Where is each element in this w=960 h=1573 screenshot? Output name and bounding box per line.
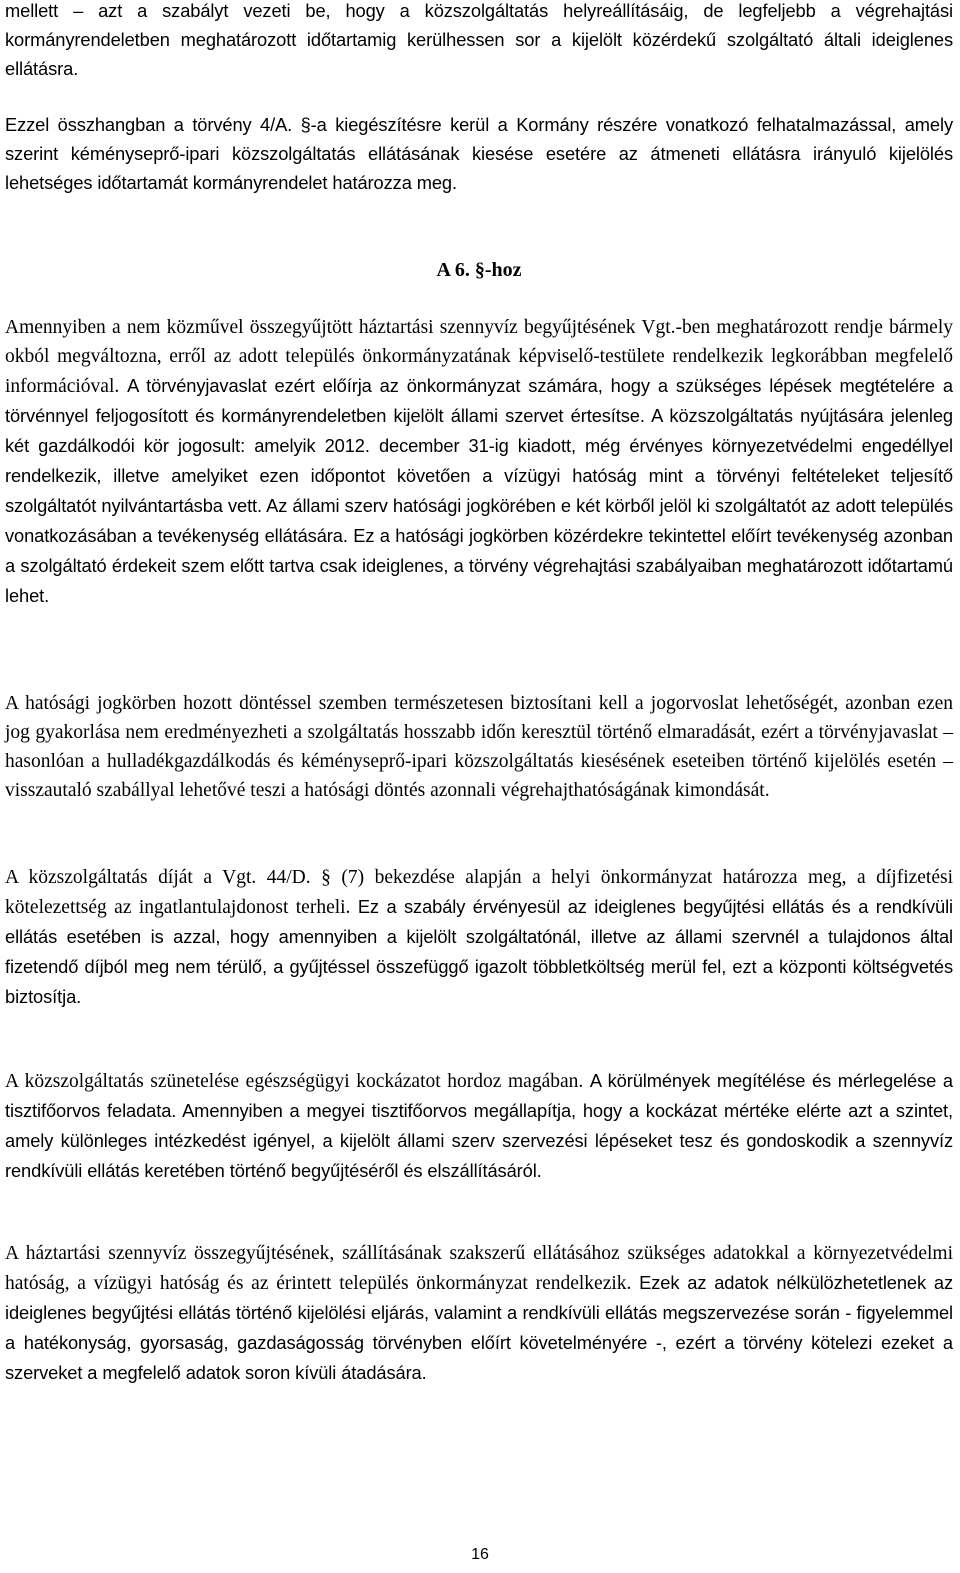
- sentence: Amennyiben a megyei tisztifőorvos megállapítja, hogy a kockázat mértéke elérte azt a szintet, amely különleges intézkedést igényel, a kijelölt állami szerv szervezési lépéseket tesz és gondoskodik a szennyvíz rendkívüli ellátás keretében történő begyűjtéséről és elszállításáról.: [5, 1100, 953, 1181]
- sentence: Ez a szabály érvényesül az ideiglenes begyűjtési ellátás és a rendkívüli ellátás esetében is azzal, hogy amennyiben a kijelölt szolgáltatónál, illetve az állami szervnél a tulajdonos által fizetendő díjból meg nem térülő, a gyűjtéssel összefüggő igazolt többletköltség merül fel, ezt a központi költségvetés biztosítja.: [5, 896, 953, 1007]
- paragraph-section-4a: Ezzel összhangban a törvény 4/A. §-a kiegészítésre kerül a Kormány részére vonatkozó felhatalmazással, amely szerint kéményseprő-ipari közszolgáltatás ellátásának kiesése esetére az átmeneti ellátásra irányuló kijelölés lehetséges időtartamát kormányrendelet határozza meg.: [5, 114, 953, 193]
- section-heading: A 6. §-hoz: [436, 259, 522, 281]
- paragraph-health-risk: [5, 1066, 953, 1186]
- sentence: Ez a hatósági jogkörben közérdekre tekintettel előírt tevékenység azonban a szolgáltató érdekeit szem előtt tartva csak ideiglenes, a törvény végrehajtási szabályaiban meghatározott időtartamú lehet.: [5, 525, 953, 606]
- paragraph-data-transfer: [5, 1239, 953, 1388]
- sentence: Az állami szerv hatósági jogkörében e két körből jelöl ki szolgáltatót az adott település vonatkozásában a tevékenység ellátására.: [5, 495, 954, 546]
- paragraph-service-fee: [5, 863, 953, 1012]
- sentence: A törvényjavaslat ezért előírja az önkormányzat számára, hogy a szükséges lépések megtételére a törvénnyel feljogosított és kormányrendeletben kijelölt állami szervet értesítse.: [5, 375, 953, 426]
- paragraph-continuation: mellett – azt a szabályt vezeti be, hogy a közszolgáltatás helyreállításáig, de legfeljebb a végrehajtási kormányrendeletben meghatározott időtartamig kerülhessen sor a kijelölt közérdekű szolgáltató általi ideiglenes ellátásra.: [5, 0, 953, 79]
- sentence: A közszolgáltatás nyújtására jelenleg két gazdálkodói kör jogosult: amelyik 2012. december 31-ig kiadott, még érvényes környezetvédelmi engedéllyel rendelkezik, illetve amelyiket ezen időpontot követően a vízügyi hatóság mint a törvényi feltételeket teljesítő szolgáltatót nyilvántartásba vett.: [5, 405, 953, 516]
- sentence: A körülmények megítélése és mérlegelése a tisztifőorvos feladata.: [5, 1070, 953, 1121]
- sentence: Ezek az adatok nélkülözhetetlenek az ideiglenes begyűjtési ellátás történő kijelölési eljárás, valamint a rendkívüli ellátás megszervezése során - figyelemmel a hatékonyság, gyorsaság, gazdaságosság törvényben előírt követelményére -, ezért a törvény kötelezi ezeket a szerveket a megfelelő adatok soron kívüli átadására.: [5, 1272, 953, 1383]
- page-number: 16: [471, 1546, 489, 1563]
- sentence: A közszolgáltatás díját a Vgt. 44/D. § (7) bekezdése alapján a helyi önkormányzat határozza meg, a díjfizetési kötelezettség az ingatlantulajdonost terheli.: [5, 867, 953, 918]
- sentence: A háztartási szennyvíz összegyűjtésének, szállításának szakszerű ellátásához szükséges adatokkal a környezetvédelmi hatóság, a vízügyi hatóság és az érintett település önkormányzat rendelkezik.: [5, 1243, 953, 1294]
- sentence: A közszolgáltatás szünetelése egészségügyi kockázatot hordoz magában.: [5, 1071, 590, 1092]
- paragraph-sewage-collection: [5, 313, 953, 611]
- paragraph-legal-remedy: A hatósági jogkörben hozott döntéssel szemben természetesen biztosítani kell a jogorvoslat lehetőségét, azonban ezen jog gyakorlása nem eredményezheti a szolgáltatás hosszabb időn keresztül történő elmaradását, ezért a törvényjavaslat – hasonlóan a hulladékgazdálkodás és kéményseprő-ipari közszolgáltatás kiesésének eseteiben történő kijelölés esetén – visszautaló szabállyal lehetővé teszi a hatósági döntés azonnali végrehajthatóságának kimondását.: [5, 693, 953, 801]
- sentence: Amennyiben a nem közművel összegyűjtött háztartási szennyvíz begyűjtésének Vgt.-ben meghatározott rendje bármely okból megváltozna, erről az adott település önkormányzatának képviselő-testülete rendelkezik legkorábban megfelelő információval.: [5, 317, 953, 397]
